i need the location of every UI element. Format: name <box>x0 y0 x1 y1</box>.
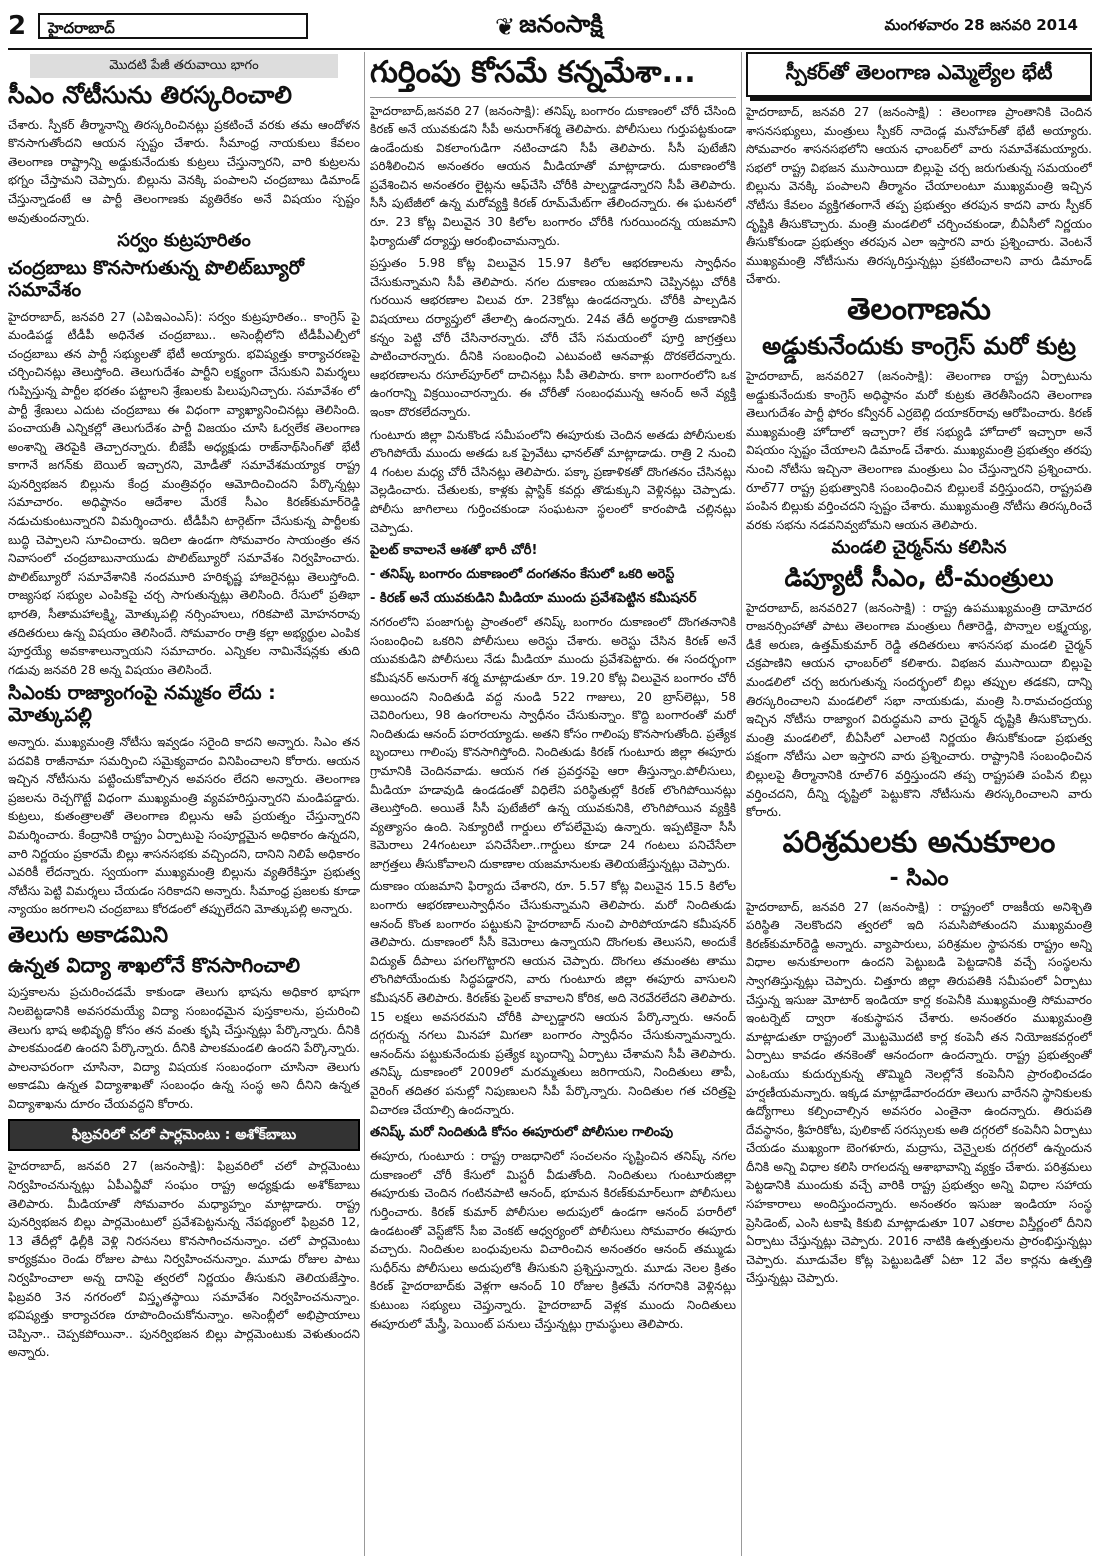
column-divider <box>741 52 742 1556</box>
article-headline: తెలుగు అకాడమిని <box>8 923 169 949</box>
paper-name: జనంసాక్షి <box>519 10 603 38</box>
article-body: పుస్తకాలను ప్రచురించడమే కాకుండా తెలుగు భాషను అధికార భాషగా నిలబెట్టడానికి అవసరమయ్యే విద్యా సంబంధమైన పుస్తకాలను, ప్రచురించి తెలుగు భాష అభివృద్ధి కోసం తన వంతు కృషి చేస్తున్నట్లు పేర్కొన్నారు. దీనికి పాలకమండలి ఉందని పేర్కొన్నారు. దీనికి పాలకమండలి ఉందని పేర్కొన్నారు. పాలనాపరంగా చూసినా, విద్యా విషయక సంబంధంగా చూసినా తెలుగు అకాడమి ఉన్నత విద్యాశాఖతో సంబంధం ఉన్న సంస్థ అని దీనిని ఉన్నత విద్యాశాఖను దూరం చేయవద్దని కోరారు. <box>8 985 360 1111</box>
boxed-headline: స్పీకర్‌తో తెలంగాణ ఎమ్మెల్యేల భేటీ <box>746 52 1092 97</box>
masthead-rule <box>8 48 1092 50</box>
continued-bar: మొదటి పేజీ తరువాయి భాగం <box>30 54 338 78</box>
city-label: హైదరాబాద్ <box>38 13 308 39</box>
column-right <box>746 52 1092 1556</box>
article-body: దుకాణం యజమాని ఫిర్యాదు చేశారని, రూ. 5.57 కోట్ల విలువైన 15.5 కిలోల బంగారు ఆభరణాలుస్వాధీనం చేసుకున్నామని తెలిపారు. మరో నిందితుడు ఆనంద్ కొంత బంగారం పట్టుకుని హైదరాబాద్ నుంచి పారిపోయాడని కమీషనర్ తెలిపారు. దుకాణంలో సీసీ కెమెరాలు ఉన్నాయని దొంగలకు తెలుసని, అందుకే విద్యుత్ దీపాలు పగలగొట్టారని ఆయన చెప్పారు. దొంగలు తమంతట తాము లొంగిపోయేందుకు సిద్ధపడ్డారని, వారు గుంటూరు జిల్లా ఈపూరు వాసులని కమీషనర్ తెలిపారు. కిరణ్‌కు పైలట్ కావాలని కోరిక, అది నెరవేరలేదని తెలిపారు. 15 లక్షలు అవసరమని చోరీకి పాల్పడ్డారని ఆయన పేర్కొన్నారు. ఆనంద్ దగ్గరున్న నగలు మినహా మిగతా బంగారం స్వాధీనం చేసుకున్నామన్నారు. ఆనంద్‌ను పట్టుకునేందుకు ప్రత్యేక బృందాన్ని ఏర్పాటు చేశామని సీపీ తెలిపారు. తనిష్క్ దుకాణంలో 2009లో మరమ్మతులు జరిగాయని, నిందితులు తాపీ, వైరింగ్ తదితర పనుల్లో నిపుణులని సీపీ పేర్కొన్నారు. నిందితుల గత చరిత్రపై విచారణ చేయాల్సి ఉందన్నారు. <box>370 879 736 1117</box>
article-headline: పరిశ్రమలకు అనుకూలం <box>782 824 1056 860</box>
article-body: హైదరాబాద్, జనవరి 27 (జనంసాక్షి): ఫిబ్రవరిలో చలో పార్లమెంటు నిర్వహించనున్నట్లు ఏపీఎన్జీవో సంఘం రాష్ట్ర అధ్యక్షుడు అశోక్‌బాబు తెలిపారు. మీడియాతో సోమవారం మధ్యాహ్నం మాట్లాడారు. రాష్ట్ర పునర్విభజన బిల్లు పార్లమెంటులో ప్రవేశపెట్టనున్న నేపథ్యంలో ఫిబ్రవరి 12, 13 తేదీల్లో ఢిల్లీకి వెళ్లి నిరసనలు కొనసాగించనున్నాం. చలో పార్లమెంటు కార్యక్రమం రెండు రోజుల పాటు నిర్వహించనున్నాం. మూడు రోజుల పాటు నిర్వహించాలా అన్న దానిపై త్వరలో నిర్ణయం తీసుకుని తెలియజేస్తాం. ఫిబ్రవరి 3న నగరంలో విస్తృతస్థాయి సమావేశం నిర్వహించనున్నాం. భవిష్యత్తు కార్యాచరణ రూపొందించుకోనున్నాం. అసెంబ్లీలో అభిప్రాయాలు చెప్పినా.. చెప్పకపోయినా.. పునర్విభజన బిల్లు పార్లమెంటుకు వెళుతుందని అన్నారు. <box>8 1159 360 1360</box>
article-byline: - సిఎం <box>889 866 949 892</box>
article-body: హైదరాబాద్, జనవరి 27 (జనంసాక్షి) : రాష్ట్రంలో రాజకీయ అనిశ్చితి పరిస్థితి నెలకొందని త్వరలో ఇది సమసిపోతుందని ముఖ్యమంత్రి కిరణ్‌కుమార్‌రెడ్డి అన్నారు. వ్యాపారులు, పరిశ్రమల స్థాపనకు రాష్ట్రం అన్ని విధాల అనుకూలంగా ఉందని పెట్టుబడి పెట్టడానికి వచ్చే సంస్థలను స్వాగతిస్తున్నట్లు చెప్పారు. చిత్తూరు జిల్లా తిరుపతికి సమీపంలో ఏర్పాటు చేస్తున్న ఇసుజు మోటార్ ఇండియా కార్ల కంపెనీకి ముఖ్యమంత్రి సోమవారం ఇంటర్నెట్ ద్వారా శంకుస్థాపన చేశారు. అనంతరం ముఖ్యమంత్రి మాట్లాడుతూ రాష్ట్రంలో మొట్టమొదటి కార్ల కంపెనీ తన నియోజకవర్గంలో ఏర్పాటు కావడం తనకెంతో ఆనందంగా ఉందన్నారు. రాష్ట్ర ప్రభుత్వంతో ఎంఓయు కుదుర్చుకున్న తొమ్మిది నెలల్లోనే కంపెనీని ప్రారంభించడం హర్షణీయమన్నారు. ఇక్కడ మాట్లాడేవారందరూ తెలుగు వారేనని స్థానికులకు ఉద్యోగాలు కల్పించాల్సిన అవసరం ఎంతైనా ఉందన్నారు. తిరుపతి దేవస్థానం, శ్రీహరికోట, పులికాట్ సరస్సులకు అతి దగ్గరలో కంపెనీని ఏర్పాటు చేయడం ముఖ్యంగా బెంగళూరు, మద్రాసు, చెన్నైలకు దగ్గరలో ఉన్నందున దీనికి అన్ని విధాల కలిసి రాగలదన్న ఆశాభావాన్ని వ్యక్తం చేశారు. పరిశ్రమలు పెట్టడానికి ముందుకు వచ్చే వారికి రాష్ట్ర ప్రభుత్వం అన్ని విధాల సహాయ సహకారాలు అందిస్తుందన్నారు. అనంతరం ఇసుజు ఇండియా సంస్థ ప్రెసిడెంట్, ఎంసి టకాషి కికుబి మాట్లాడుతూ 107 ఎకరాల విస్తీర్ణంలో దీనిని ఏర్పాటు చేస్తున్నట్లు చెప్పారు. 2016 నాటికి ఉత్పత్తులను ప్రారంభిస్తున్నట్లు చెప్పారు. మూడువేల కోట్ల పెట్టుబడితో ఏటా 12 వేల కార్లను ఉత్పత్తి చేస్తున్నట్లు చెప్పారు. <box>746 899 1092 1286</box>
article-subhead: - కిరణ్ అనే యువకుడిని మీడియా ముందు ప్రవేశపెట్టిన కమీషనర్ <box>370 591 697 607</box>
page-number: 2 <box>8 11 27 41</box>
article-subhead: తనిష్క్ మరో నిందితుడి కోసం ఈపూరులో పోలీసుల గాలింపు <box>370 1125 674 1141</box>
article-body: అన్నారు. ముఖ్యమంత్రి నోటీసు ఇవ్వడం సరైంది కాదని అన్నారు. సిఎం తన పదవికి రాజీనామా సమర్పించి సమైక్యవాదం వినిపించాలని కోరారు. ఆయన ఇచ్చిన నోటీసును పట్టించుకోవాల్సిన అవసరం లేదని అన్నారు. తెలంగాణ ప్రజలను రెచ్చగొట్టే విధంగా ముఖ్యమంత్రి వ్యవహరిస్తున్నారని మండిపడ్డారు. కుట్రలు, కుతంత్రాలతో తెలంగాణ బిల్లును ఆపే ప్రయత్నం చేస్తున్నారని విమర్శించారు. కేంద్రానికి రాష్ట్రం ఏర్పాటుపై సంపూర్ణమైన అధికారం ఉన్నదని, వారి నిర్ణయం ప్రకారమే బిల్లు శాసనసభకు వచ్చిందని, దానిని నిలిపే అధికారం ఎవరికీ లేదన్నారు. స్వయంగా ముఖ్యమంత్రి బిల్లును వ్యతిరేకిస్తూ ప్రభుత్వ నోటీసు పెట్టి విమర్శలు చేయడం సరికాదని అన్నారు. సీమాంధ్ర ప్రజలకు కూడా న్యాయం జరగాలని చంద్రబాబు కోరడంలో తప్పులేదని మోత్కుపల్లి అన్నారు. <box>8 735 360 917</box>
article-headline: ఉన్నత విద్యా శాఖలోనే కొనసాగించాలి <box>8 953 301 978</box>
article-body: హైదరాబాద్,జనవరి 27 (జనంసాక్షి): తనిష్క్ బంగారం దుకాణంలో చోరీ చేసింది కిరణ్ అనే యువకుడని సీపీ అనురాగ్‌శర్మ తెలిపారు. పోలీసులు గుర్తుపట్టకుండా ఉండేందుకు వికలాంగుడిగా నటించాడని సీపీ తెలిపారు. సీసీ పుటేజీని పరిశీలించిన అనంతరం ఆయన మీడియాతో మాట్లాడారు. దుకాణంలోకి ప్రవేశించిన అనంతరం లైట్లను ఆఫ్‌చేసి చోరీకి పాల్పడ్డాడన్నారని సీపీ తెలిపారు. సీసీ పుటేజీలో ఉన్న మరోవ్యక్తి కిరణ్ రూమ్‌మేట్‌గా తేలిందన్నారు. ఈ ఘటనలో రూ. 23 కోట్ల విలువైన 30 కిలోల బంగారం చోరీకి గురయిందన్న యజమాని ఫిర్యాదుతో దర్యాప్తు ఆరంభించామన్నారు. <box>370 103 736 248</box>
article-headline: గుర్తింపు కోసమే కన్నమేశా... <box>370 55 696 90</box>
divider <box>370 97 736 98</box>
article-body: గుంటూరు జిల్లా వినుకొండ సమీపంలోని ఈపూరుకు చెందిన అతడు పోలీసులకు లొంగిపోయే ముందు అతడు ఒక ప్రైవేటు ఛానల్‌తో మాట్లాడాడు. రాత్రి 2 నుంచి 4 గంటల మధ్య చోరీ చేసినట్లు తెలిపారు. పక్కా ప్రణాళికతో దొంగతనం చేసినట్లు వెల్లడించారు. చేతులకు, కాళ్లకు ప్లాస్టిక్ కవర్లు తొడుక్కుని వెళ్లినట్లు చెప్పాడు. పోలీసు జాగిలాలు గుర్తించకుండా సంఘటనా స్థలంలో కారంపొడి చల్లినట్లు చెప్పాడు. <box>370 427 736 535</box>
flame-logo-icon: ❦ <box>495 13 516 41</box>
article-headline: డిప్యూటీ సీఎం, టీ-మంత్రులు <box>784 564 1054 593</box>
article-headline: సిఎంకు రాజ్యాంగంపై నమ్మకం లేదు : మోత్కుపల్లి <box>8 682 276 727</box>
article-headline: తెలంగాణను <box>847 291 991 327</box>
article-kicker: మండలి చైర్మన్‌ను కలిసిన <box>831 537 1007 559</box>
article-headline: చంద్రబాబు కొనసాగుతున్న పొలిట్‌బ్యూరో సమావేశం <box>8 256 304 301</box>
column-left <box>8 52 360 1556</box>
article-body: ప్రస్తుతం 5.98 కోట్ల విలువైన 15.97 కిలోల ఆభరణాలను స్వాధీనం చేసుకున్నామని సీపీ తెలిపారు. నగల దుకాణం యజమాని చెప్పినట్లు చోరీకి గురయిన ఆభరణాల విలువ రూ. 23కోట్లు ఉండదన్నారు. చోరీకి పాల్పడిన విషయాలు దర్యాప్తులో తేలాల్సి ఉందన్నారు. 24వ తేదీ అర్థరాత్రి దుకాణానికి కన్నం పెట్టి చోరీ చేసినారన్నారు. చోరీ చేసే సమయంలో పూర్తి జాగ్రత్తలు పాటించారన్నారు. దీనికి సంబంధించి ఎటువంటి ఆనవాళ్లు దొరకలేదన్నారు. ఆభరణాలను రసూల్‌పూర్‌లో దాచినట్లు సీపీ తెలిపారు. కాగా బంగారంలోని ఒక ఉంగరాన్ని విక్రయించారన్నారు. ఈ చోరీతో సంబంధమున్న ఆనంద్ అనే వ్యక్తి ఇంకా దొరకలేదన్నారు. <box>370 256 736 419</box>
article-subhead: పైలట్ కావాలనే ఆశతో భారీ చోరీ! <box>370 543 538 559</box>
article-body: నగరంలోని పంజాగుట్ట ప్రాంతంలో తనిష్క్ బంగారం దుకాణంలో దొంగతనానికి సంబంధించి ఒకరిని పోలీసులు అరెస్టు చేశారు. అరెస్టు చేసిన కిరణ్ అనే యువకుడిని పోలీసులు నేడు మీడియా ముందు ప్రవేశపెట్టారు. ఈ సందర్భంగా కమీషనర్ అనురాగ్ శర్మ మాట్లాడుతూ రూ. 19.20 కోట్ల విలువైన బంగారం చోరీ అయిందని నిందితుడి వద్ద నుండి 522 గాజులు, 20 బ్రాస్‌లెట్లు, 58 చెవిరింగులు, 98 ఉంగరాలను స్వాధీనం చేసుకున్నాం. కొద్ది బంగారంతో మరో నిందితుడు ఆనంద్ పరారయ్యాడు. అతని కోసం గాలింపు కొనసాగుతోంది. ప్రత్యేక బృందాలు గాలింపు కొనసాగిస్తోంది. నిందితుడు కిరణ్ గుంటూరు జిల్లా ఈపూరు గ్రామానికి చెందినవాడు. ఆయన గత ప్రవర్తనపై ఆరా తీస్తున్నాం.పోలీసులు, మీడియా హడావుడి ఉండడంతో విధిలేని పరిస్థితుల్లో కిరణ్ లొంగిపోయినట్లు తెలుస్తోంది. అయితే సీసీ పుటేజీలో ఉన్న యువకునికి, లొంగిపోయిన వ్యక్తికి వ్యత్యాసం ఉంది. సెక్యూరిటీ గార్డులు లోపలేమైపు ఉన్నారు. ఇప్పటికైనా సీసీ కెమెరాలు 24గంటలూ పనిచేసేలా..గార్డులు కూడా 24 గంటలు పనిచేసేలా జాగ్రత్తలు తీసుకోవాలని దుకాణాల యజమానులకు తెలియజేస్తున్నట్లు చెప్పారు. <box>370 615 736 871</box>
article-body: చేశారు. స్పీకర్ తీర్మానాన్ని తిరస్కరించినట్లు ప్రకటించే వరకు తమ ఆందోళన కొనసాగుతోందని ఆయన స్పష్టం చేశారు. సీమాంధ్ర నాయకులు కేవలం తెలంగాణ రాష్ట్రాన్ని అడ్డుకునేందుకు కుట్రలు చేస్తున్నారని, వారి కుట్రలను భగ్నం చేస్తామని చెప్పారు. బిల్లును వెనక్కి పంపాలని చంద్రబాబు డిమాండ్ చేస్తున్నాడంటే ఆ పార్టీ తెలంగాణకు వ్యతిరేకం అనే విషయం స్పష్టం అవుతుందన్నారు. <box>8 117 360 225</box>
columns <box>8 52 1092 1556</box>
article-headline: సీఎం నోటీసును తిరస్కరించాలి <box>8 81 292 109</box>
column-middle <box>370 52 736 1556</box>
issue-date: మంగళవారం 28 జనవరి 2014 <box>884 16 1078 34</box>
article-body: ఈపూరు, గుంటూరు : రాష్ట్ర రాజధానిలో సంచలనం సృష్టించిన తనిష్క్ నగల దుకాణంలో చోరీ కేసులో మిస్టరీ వీడుతోంది. నిందితులు గుంటూరుజిల్లా ఈపూరుకు చెందిన గంటినపాటి ఆనంద్, భూమన కిరణ్‌కుమార్‌లుగా పోలీసులు గుర్తించారు. కిరణ్ కుమార్ పోలీసుల అదుపులో ఉండగా ఆనంద్ పరారీలో ఉండటంతో వెస్ట్‌జోన్ సీఐ వెంకట్ ఆధ్వర్యంలో పోలీసులు సోమవారం ఈపూరు వచ్చారు. నిందితుల బంధువులను విచారించిన అనంతరం ఆనంద్ తమ్ముడు సుధీర్‌ను పోలీసులు అదుపులోకి తీసుకుని ప్రశ్నిస్తున్నారు. మూడు నెలల క్రితం కిరణ్ హైదరాబాద్‌కు వెళ్లగా ఆనంద్ 10 రోజుల క్రితమే నగరానికి వెళ్లినట్లు కుటుంబ సభ్యులు చెప్తున్నారు. హైదరాబాద్ వెళ్లక ముందు నిందితులు ఈపూరులో మేస్త్రీ, పెయింట్ పనులు చేస్తున్నట్లు గ్రామస్థులు తెలిపారు. <box>370 1149 736 1331</box>
paper-logo <box>495 10 603 44</box>
article-kicker: సర్వం కుట్రపూరితం <box>117 230 251 252</box>
article-subhead: - తనిష్క్ బంగారం దుకాణంలో దంగతనం కేసులో ఒకరి అరెస్ట్ <box>370 567 675 583</box>
article-body: హైదరాబాద్, జనవరి 27 (ఎపిఇఎంఎస్): సర్వం కుట్రపూరితం.. కాంగ్రెస్ పై మండిపడ్డ టీడీపీ అధినేత చంద్రబాబు.. అసెంబ్లీలోని టీడీపీఎల్పీలో చంద్రబాబు తన పార్టీ సభ్యులతో భేటీ అయ్యారు. భవిష్యత్తు కార్యాచరణపై చర్చించినట్లు తెలుస్తోంది. తెలుగుదేశం పార్టీని లక్ష్యంగా చేసుకుని విమర్శలు గుప్పిస్తున్న పార్టీల భరతం పట్టాలని శ్రేణులకు పిలుపునిచ్చారు. సమావేశం లో పార్టీ శ్రేణులు ఎదుట చంద్రబాబు ఈ విధంగా వ్యాఖ్యానించినట్లు తెలిసింది. పంచాయతీ ఎన్నికల్లో తెలుగుదేశం పార్టీ విజయం చూసి ఓర్వలేక తెలంగాణ అంశాన్ని తెరపైకి తెచ్చారన్నారు. బీజేపీ అధ్యక్షుడు రాజ్‌నాథ్‌సింగ్‌తో భేటీ కాగానే జగన్‌కు బెయిల్ ఇచ్చారని, మోడీతో సమావేశమయ్యాక రాష్ట్ర పునర్విభజన బిల్లును కేంద్ర మంత్రివర్గం ఆమోదించిందని పేర్కొన్నట్లు సమాచారం. అధిష్ఠానం ఆదేశాల మేరకే సీఎం కిరణ్‌కుమార్‌రెడ్డి నడుచుకుంటున్నారని విమర్శించారు. టీడీపీని టార్గెట్‌గా చేసుకున్న పార్టీలకు బుద్ధి చెప్పాలని సూచించారు. ఇదిలా ఉండగా సోమవారం సాయంత్రం తన నివాసంలో చంద్రబాబునాయుడు పొలిట్‌బ్యూరో సమావేశం నిర్వహించారు. పొలిట్‌బ్యూరో సమావేశానికి నందమూరి హరికృష్ణ హాజరైనట్లు తెలుస్తోంది. రాజ్యసభ సభ్యుల ఎంపికపై చర్చ సాగుతున్నట్లు తెలిసింది. రేసులో ప్రతిభా భారతి, సీతామహాలక్ష్మి, మోత్కుపల్లి నర్సింహులు, గరికపాటి మోహనరావు తదితరులు ఉన్న విషయం తెలిసిందే. సోమవారం రాత్రి కల్లా అభ్యర్థుల ఎంపిక పూర్తయ్యే అవకాశాలున్నాయని సమాచారం. ఎన్నికల నామినేషన్లకు తుది గడువు జనవరి 28 అన్న విషయం తెలిసిందే. <box>8 309 360 677</box>
article-body: హైదరాబాద్, జనవరి 27 (జనంసాక్షి) : తెలంగాణ ప్రాంతానికి చెందిన శాసనసభ్యులు, మంత్రులు స్పీకర్ నాదెండ్ల మనోహర్‌తో భేటీ అయ్యారు. సోమవారం శాసనసభలోని ఆయన ఛాంబర్‌లో వారు సమావేశమయ్యారు. సభలో రాష్ట్ర విభజన ముసాయిదా బిల్లుపై చర్చ జరుగుతున్న సమయంలో బిల్లును వెనక్కి పంపాలని తీర్మానం చేయాలంటూ ముఖ్యమంత్రి ఇచ్చిన నోటీసు కేవలం వ్యక్తిగతంగానే తప్ప ప్రభుత్వం తరపున కాదని వారు స్పీకర్ దృష్టికి తీసుకొచ్చారు. మంత్రి మండలిలో చర్చించకుండా, బీఏసీలో నిర్ణయం తీసుకోకుండా ప్రభుత్వం తరపున ఎలా ఇస్తారని వారు ప్రశ్నించారు. వెంటనే ముఖ్యమంత్రి నోటీసును తిరస్కరిస్తున్నట్లు ప్రకటించాలని వారు డిమాండ్ చేశారు. <box>746 105 1092 287</box>
masthead <box>8 6 1092 46</box>
section-bar: ఫిబ్రవరిలో చలో పార్లమెంటు : అశోక్‌బాబు <box>8 1119 360 1151</box>
article-body: హైదరాబాద్, జనవరి27 (జనంసాక్షి) : రాష్ట్ర ఉపముఖ్యమంత్రి దామోదర రాజనర్సింహాతో పాటు తెలంగాణ మంత్రులు గీతారెడ్డి, పొన్నాల లక్ష్మయ్య, డీకే అరుణ, ఉత్తమ్‌కుమార్ రెడ్డి తదితరులు శాసనసభ మండలి చైర్మన్ చక్రపాణిని ఆయన ఛాంబర్‌లో కలిశారు. విభజన ముసాయిదా బిల్లుపై మండలిలో చర్చ జరుగుతున్న సందర్భంలో బిల్లు తప్పుల తడకని, దాన్ని తిరస్కరించాలని మండలిలో సభా నాయకుడు, మంత్రి సి.రామచంద్రయ్య ఇచ్చిన నోటీసు రాజ్యాంగ విరుద్ధమని వారు చైర్మన్ దృష్టికి తీసుకొచ్చారు. మంత్రి మండలిలో, బీఏసీలో ఎలాంటి నిర్ణయం తీసుకోకుండా ప్రభుత్వ పక్షంగా నోటీసు ఎలా ఇస్తారని వారు ప్రశ్నించారు. రాష్ట్రానికి సంబంధించిన బిల్లులపై తీర్మానానికి రూల్76 వర్తిస్తుందని తప్ప రాష్ట్రపతి పంపిన బిల్లు వర్తించదని, దీన్ని దృష్టిలో పెట్టుకొని నోటీసును తిరస్కరించాలని వారు కోరారు. <box>746 600 1092 820</box>
article-body: హైదరాబాద్, జనవరి27 (జనంసాక్షి): తెలంగాణ రాష్ట్ర ఏర్పాటును అడ్డుకునేందుకు కాంగ్రెస్ అధిష్ఠానం మరో కుట్రకు తెరతీసిందని తెలంగాణ తెలుగుదేశం పార్టీ ఫోరం కన్వీనర్ ఎర్రబెల్లి దయాకర్‌రావు ఆరోపించారు. కిరణ్ ముఖ్యమంత్రి హోదాలో ఇచ్చారా? లేక సభ్యుడి హోదాలో ఇచ్చారా అనే విషయం స్పష్టం చేయాలని డిమాండ్ చేశారు. ముఖ్యమంత్రి ప్రభుత్వం తరపు నుంచి నోటీసు ఇచ్చినా తెలంగాణ మంత్రులు ఏం చేస్తున్నారని ప్రశ్నించారు. రూల్77 రాష్ట్ర ప్రభుత్వానికి సంబంధించిన బిల్లులకే వర్తిస్తుందని, రాష్ట్రపతి పంపిన బిల్లుకు వర్తించదని స్పష్టం చేశారు. ముఖ్యమంత్రి నోటీసు తిరస్కరించే వరకు సభను నడవనివ్వబోమని ఆయన తెలిపారు. <box>746 369 1092 532</box>
column-divider <box>364 52 365 1556</box>
article-headline: అడ్డుకునేందుకు కాంగ్రెస్ మరో కుట్ర <box>762 332 1076 361</box>
